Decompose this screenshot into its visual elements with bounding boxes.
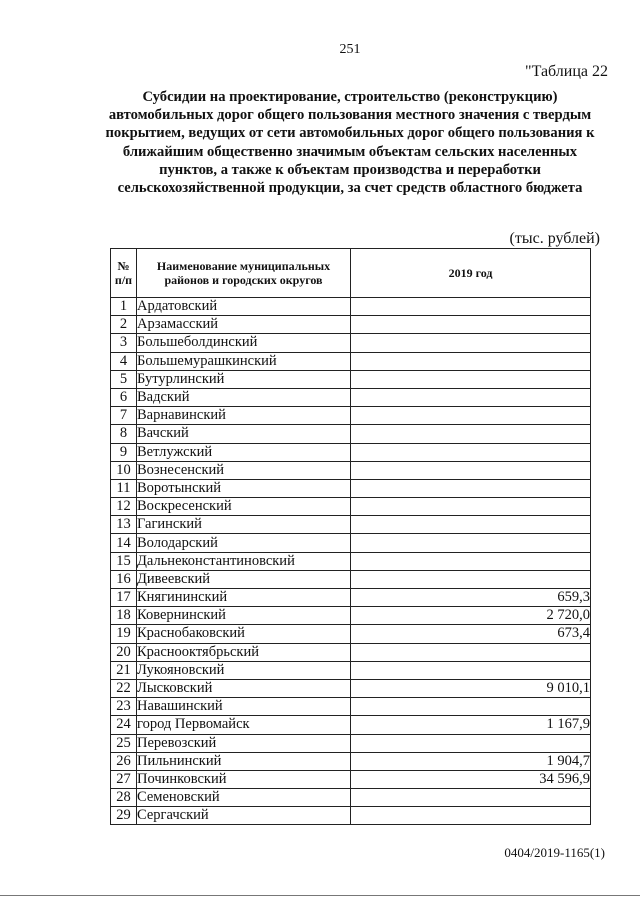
district-name: Пильнинский (137, 752, 351, 770)
table-row (111, 370, 591, 388)
district-name: Ардатовский (137, 298, 351, 316)
table-row (111, 679, 591, 697)
table-row (111, 352, 591, 370)
row-number: 25 (111, 734, 137, 752)
row-number: 20 (111, 643, 137, 661)
row-number: 29 (111, 807, 137, 825)
table-row (111, 534, 591, 552)
table-row (111, 807, 591, 825)
table-row (111, 607, 591, 625)
row-number: 9 (111, 443, 137, 461)
row-number: 10 (111, 461, 137, 479)
row-number: 8 (111, 425, 137, 443)
district-name: Краснобаковский (137, 625, 351, 643)
row-number: 12 (111, 498, 137, 516)
district-name: Воскресенский (137, 498, 351, 516)
district-name: Сергачский (137, 807, 351, 825)
table-row (111, 334, 591, 352)
table-row (111, 407, 591, 425)
row-number: 19 (111, 625, 137, 643)
row-number: 1 (111, 298, 137, 316)
district-name: Ковернинский (137, 607, 351, 625)
page-number: 251 (339, 42, 361, 57)
table-body (111, 298, 591, 825)
row-number: 13 (111, 516, 137, 534)
table-row (111, 516, 591, 534)
district-name: Варнавинский (137, 407, 351, 425)
table-row (111, 425, 591, 443)
row-number: 27 (111, 770, 137, 788)
subsidy-value (351, 734, 591, 752)
row-number: 2 (111, 316, 137, 334)
district-name: Княгининский (137, 589, 351, 607)
bottom-divider (0, 895, 640, 896)
header-year: 2019 год (351, 249, 591, 298)
row-number: 3 (111, 334, 137, 352)
district-name: Большемурашкинский (137, 352, 351, 370)
district-name: Перевозский (137, 734, 351, 752)
table-row (111, 661, 591, 679)
district-name: Ветлужский (137, 443, 351, 461)
district-name: Дивеевский (137, 570, 351, 588)
district-name: Воротынский (137, 479, 351, 497)
subsidy-value: 1 904,7 (351, 752, 591, 770)
table-row (111, 698, 591, 716)
row-number: 14 (111, 534, 137, 552)
row-number: 28 (111, 789, 137, 807)
subsidy-value (351, 807, 591, 825)
subsidy-value (351, 407, 591, 425)
district-name: Дальнеконстантиновский (137, 552, 351, 570)
table-row (111, 479, 591, 497)
subsidies-table (110, 248, 591, 825)
units-label: (тыс. рублей) (509, 230, 600, 247)
header-name: Наименование муниципальных районов и городских округов (137, 249, 351, 298)
district-name: Вадский (137, 388, 351, 406)
table-row (111, 316, 591, 334)
row-number: 16 (111, 570, 137, 588)
row-number: 7 (111, 407, 137, 425)
row-number: 17 (111, 589, 137, 607)
district-name: Лысковский (137, 679, 351, 697)
row-number: 6 (111, 388, 137, 406)
subsidy-value (351, 570, 591, 588)
row-number: 22 (111, 679, 137, 697)
table-row (111, 625, 591, 643)
table-row (111, 789, 591, 807)
subsidy-value (351, 643, 591, 661)
district-name: Вачский (137, 425, 351, 443)
subsidy-value (351, 370, 591, 388)
subsidy-value (351, 479, 591, 497)
subsidy-value: 9 010,1 (351, 679, 591, 697)
subsidy-value: 673,4 (351, 625, 591, 643)
row-number: 5 (111, 370, 137, 388)
district-name: Семеновский (137, 789, 351, 807)
subsidy-value (351, 552, 591, 570)
table-row (111, 461, 591, 479)
district-name: Вознесенский (137, 461, 351, 479)
table-row (111, 716, 591, 734)
subsidy-value (351, 388, 591, 406)
subsidy-value (351, 498, 591, 516)
row-number: 26 (111, 752, 137, 770)
row-number: 4 (111, 352, 137, 370)
district-name: Володарский (137, 534, 351, 552)
district-name: Большеболдинский (137, 334, 351, 352)
district-name: Бутурлинский (137, 370, 351, 388)
subsidy-value (351, 534, 591, 552)
district-name: Починковский (137, 770, 351, 788)
table-row (111, 388, 591, 406)
subsidy-value (351, 661, 591, 679)
table-row (111, 589, 591, 607)
district-name: Лукояновский (137, 661, 351, 679)
document-title: Субсидии на проектирование, строительство (реконструкцию) автомобильных дорог общего пользования местного значения с твердым покрытием, ведущих от сети автомобильных дорог общего пользования к ближайшим общественно значимым объектам сельских населенных пунктов, а также к объектам производства и переработки сельскохозяйственной продукции, за счет средств областного бюджета (105, 89, 595, 197)
table-row (111, 734, 591, 752)
table-row (111, 298, 591, 316)
row-number: 21 (111, 661, 137, 679)
table-row (111, 443, 591, 461)
subsidy-value (351, 698, 591, 716)
row-number: 23 (111, 698, 137, 716)
row-number: 24 (111, 716, 137, 734)
document-code: 0404/2019-1165(1) (504, 845, 605, 860)
district-name: город Первомайск (137, 716, 351, 734)
subsidy-value: 1 167,9 (351, 716, 591, 734)
table-header-row (111, 249, 591, 298)
table-row (111, 552, 591, 570)
district-name: Гагинский (137, 516, 351, 534)
row-number: 15 (111, 552, 137, 570)
subsidy-value: 659,3 (351, 589, 591, 607)
subsidy-value (351, 516, 591, 534)
subsidy-value (351, 443, 591, 461)
table-row (111, 752, 591, 770)
table-row (111, 770, 591, 788)
subsidy-value: 34 596,9 (351, 770, 591, 788)
subsidy-value (351, 352, 591, 370)
table-row (111, 570, 591, 588)
subsidy-value (351, 789, 591, 807)
subsidy-value (351, 425, 591, 443)
table-row (111, 498, 591, 516)
table-row (111, 643, 591, 661)
subsidy-value (351, 461, 591, 479)
district-name: Краснооктябрьский (137, 643, 351, 661)
row-number: 18 (111, 607, 137, 625)
table-label: "Таблица 22 (525, 63, 608, 80)
subsidy-value (351, 316, 591, 334)
subsidy-value (351, 298, 591, 316)
subsidy-value: 2 720,0 (351, 607, 591, 625)
district-name: Арзамасский (137, 316, 351, 334)
subsidy-value (351, 334, 591, 352)
district-name: Навашинский (137, 698, 351, 716)
row-number: 11 (111, 479, 137, 497)
header-number: № п/п (111, 249, 137, 298)
